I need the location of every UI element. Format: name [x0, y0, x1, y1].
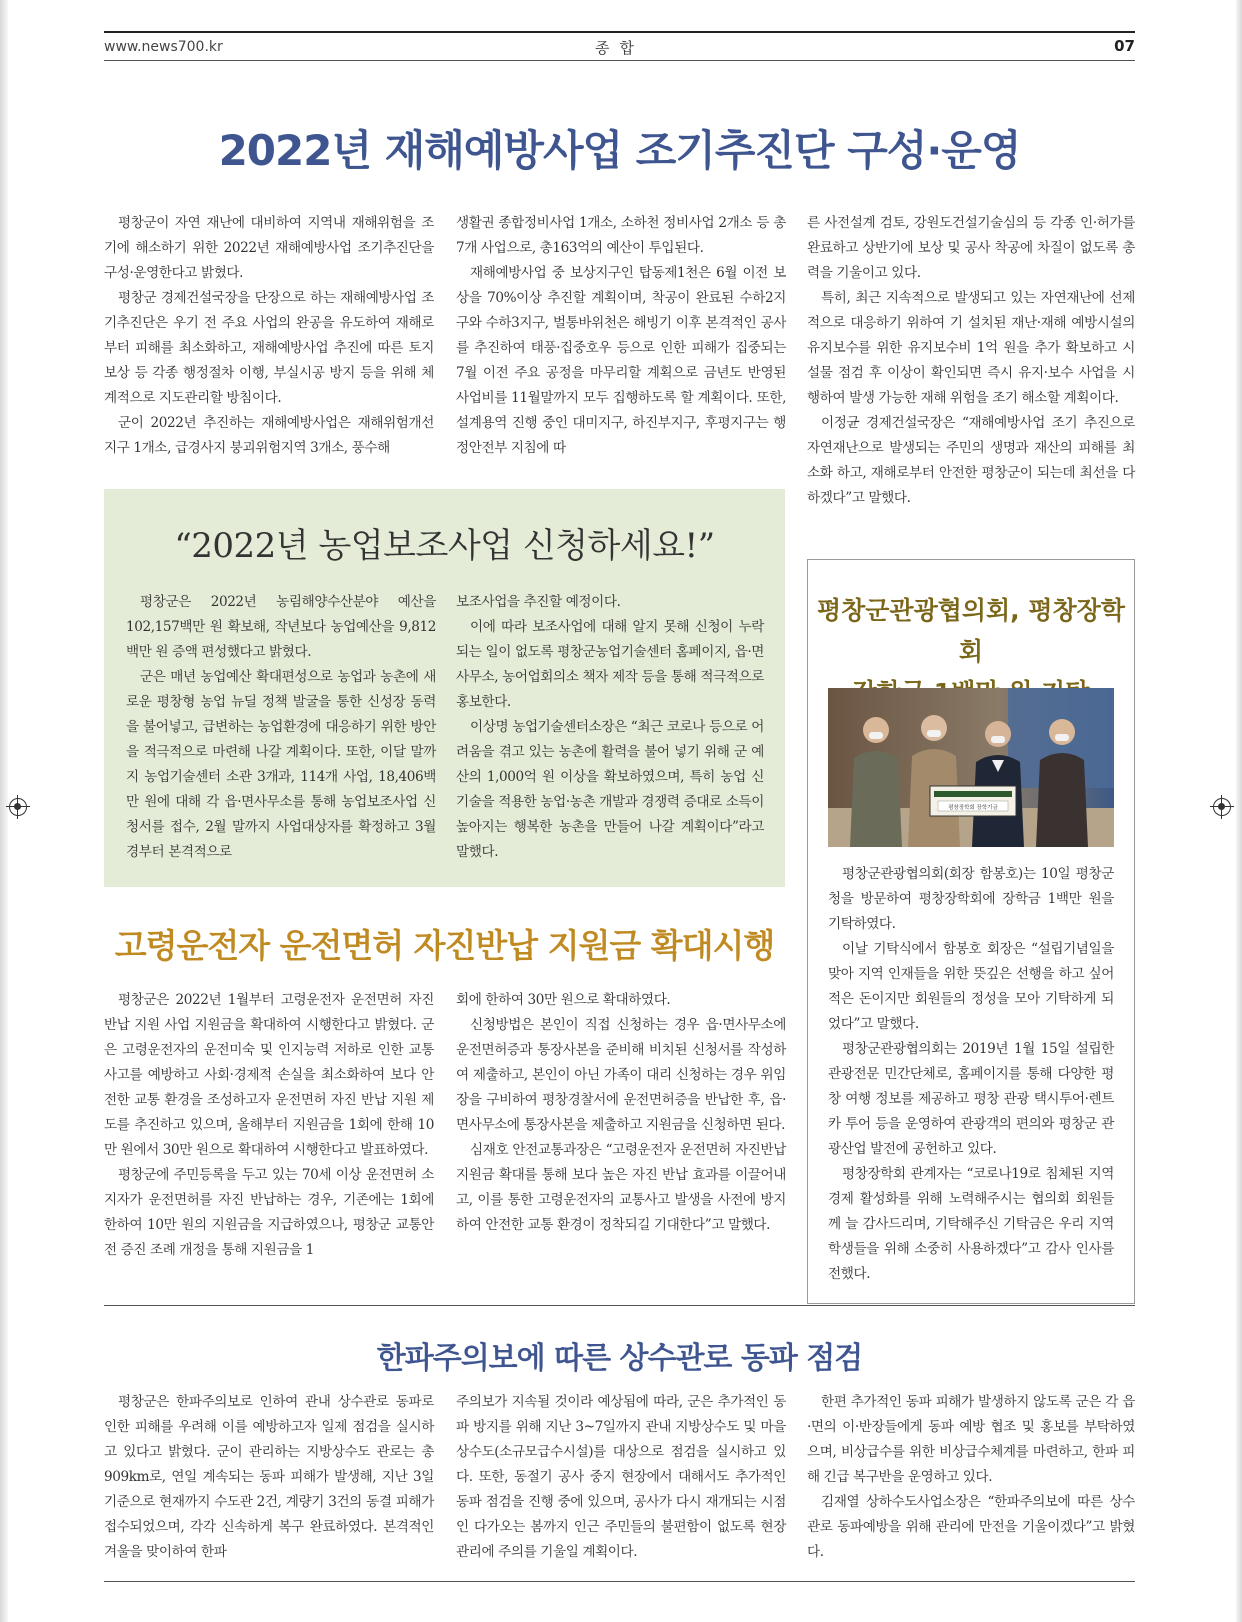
- header-page-number: 07: [1114, 37, 1135, 55]
- paragraph: 평창군관광협의회는 2019년 1월 15일 설립한 관광전문 민간단체로, 홈페이지를 통해 다양한 평창 여행 정보를 제공하고 평창 관광 택시투어·렌트카 투어 등을 운영하여 관광객의 편의와 평창군 관광산업 발전에 공헌하고 있다.: [828, 1041, 1114, 1157]
- article5-title: 한파주의보에 따른 상수관로 동파 점검: [376, 1341, 863, 1376]
- article1-column-3: [807, 211, 1135, 511]
- paragraph: 평창장학회 관계자는 “코로나19로 침체된 지역경제 활성화를 위해 노력해주시는 협의회 회원들께 늘 감사드리며, 기탁해주신 기탁금은 우리 지역 학생들을 위해 소중히 사용하겠다”고 감사 인사를 전했다.: [828, 1166, 1114, 1282]
- paragraph: 신청방법은 본인이 직접 신청하는 경우 읍·면사무소에 운전면허증과 통장사본을 준비해 비치된 신청서를 작성하여 제출하고, 본인이 아닌 가족이 대리 신청하는 경우 위임장을 구비하여 평창경찰서에 운전면허증을 반납한 후, 읍·면사무소에 통장사본을 제출하고 지원금을 신청하면 된다.: [456, 1017, 786, 1133]
- paragraph: 평창군에 주민등록을 두고 있는 70세 이상 운전면허 소지자가 운전면허를 자진 반납하는 경우, 기존에는 1회에 한하여 10만 원의 지원금을 지급하였으나, 평창군 교통안전 증진 조례 개정을 통해 지원금을 1: [104, 1167, 434, 1258]
- header-bottom-rule: [104, 60, 1135, 61]
- registration-mark-icon: [1213, 798, 1231, 816]
- registration-mark-icon: [9, 798, 27, 816]
- page-edge-left: [0, 0, 8, 1622]
- paragraph: 군은 매년 농업예산 확대편성으로 농업과 농촌에 새로운 평창형 농업 뉴딜 정책 발굴을 통한 신성장 동력을 불어넣고, 급변하는 농업환경에 대응하기 위한 방안을 적극적으로 마련해 나갈 계획이다. 또한, 이달 말까지 농업기술센터 소관 3개과, 114개 사업, 18,406백만 원에 대해 각 읍·면사무소를 통해 농업보조사업 신청서를 접수, 2월 말까지 사업대상자를 확정하고 3월경부터 본격적으로: [126, 669, 436, 860]
- paragraph: 생활권 종합정비사업 1개소, 소하천 정비사업 2개소 등 총 7개 사업으로, 총163억의 예산이 투입된다.: [456, 215, 786, 256]
- paragraph: 김재열 상하수도사업소장은 “한파주의보에 따른 상수관로 동파예방을 위해 관리에 만전을 기울이겠다”고 밝혔다.: [807, 1494, 1135, 1560]
- paragraph: 회에 한하여 30만 원으로 확대하였다.: [456, 992, 671, 1008]
- paragraph: 한편 추가적인 동파 피해가 발생하지 않도록 군은 각 읍·면의 이·반장들에게 동파 예방 협조 및 홍보를 부탁하였으며, 비상급수를 위한 비상급수체계를 마련하고, 한파 피해 긴급 복구반을 운영하고 있다.: [807, 1394, 1135, 1485]
- header-top-rule: [104, 31, 1135, 33]
- section-divider: [104, 1305, 1135, 1306]
- article2-title: “2022년 농업보조사업 신청하세요!”: [174, 526, 715, 566]
- paragraph: 주의보가 지속될 것이라 예상됨에 따라, 군은 추가적인 동파 방지를 위해 지난 3~7일까지 관내 지방상수도 및 마을상수도(소규모급수시설)를 대상으로 점검을 실시하고 있다. 또한, 동절기 공사 중지 현장에서 대해서도 추가적인 동파 점검을 진행 중에 있으며, 공사가 다시 재개되는 시점인 다가오는 봄까지 인근 주민들의 불편함이 없도록 현장관리에 주의를 기울일 계획이다.: [456, 1394, 786, 1560]
- article5-column-1: [104, 1390, 434, 1565]
- page-header: [104, 36, 1135, 58]
- paragraph: 평창군 경제건설국장을 단장으로 하는 재해예방사업 조기추진단은 우기 전 주요 사업의 완공을 유도하여 재해로부터 피해를 최소화하고, 재해예방사업 추진에 따른 토지보상 등 각종 행정절차 이행, 부실시공 방지 등을 위해 체계적으로 지도관리할 방침이다.: [104, 290, 434, 406]
- paragraph: 이정균 경제건설국장은 “재해예방사업 조기 추진으로 자연재난으로 발생되는 주민의 생명과 재산의 피해를 최소화 하고, 재해로부터 안전한 평창군이 되는데 최선을 다하겠다”고 말했다.: [807, 415, 1135, 506]
- footer-rule: [104, 1581, 1135, 1582]
- article1-column-1: [104, 211, 434, 461]
- donation-photo-illustration: [828, 688, 1114, 847]
- paragraph: 이에 따라 보조사업에 대해 알지 못해 신청이 누락되는 일이 없도록 평창군농업기술센터 홈페이지, 읍·면사무소, 농어업회의소 책자 제작 등을 통해 적극적으로 홍보한다.: [456, 619, 764, 710]
- paragraph: 군이 2022년 추진하는 재해예방사업은 재해위험개선지구 1개소, 급경사지 붕괴위험지역 3개소, 풍수해: [104, 415, 434, 456]
- paragraph: 이날 기탁식에서 함봉호 회장은 “설립기념일을 맞아 지역 인재들을 위한 뜻깊은 선행을 하고 싶어 적은 돈이지만 회원들의 정성을 모아 기탁하게 되었다”고 말했다.: [828, 941, 1114, 1032]
- paragraph: 평창군은 한파주의보로 인하여 관내 상수관로 동파로 인한 피해를 우려해 이를 예방하고자 일제 점검을 실시하고 있다고 밝혔다. 군이 관리하는 지방상수도 관로는 총 909km로, 연일 계속되는 동파 피해가 발생해, 지난 3일 기준으로 현재까지 수도관 2건, 계량기 3건의 동결 피해가 접수되었으며, 각각 신속하게 복구 완료하였다. 본격적인 겨울을 맞이하여 한파: [104, 1394, 434, 1560]
- donation-photo: [828, 688, 1114, 847]
- page-edge-right: [1236, 0, 1242, 1622]
- article2-column-2: [456, 590, 764, 865]
- paragraph: 이상명 농업기술센터소장은 “최근 코로나 등으로 어려움을 겪고 있는 농촌에 활력을 불어 넣기 위해 군 예산의 1,000억 원 이상을 확보하였으며, 특히 농업 신기술을 적용한 농업·농촌 개발과 경쟁력 증대로 소득이 높아지는 행복한 농촌을 만들어 나갈 계획이다”라고 말했다.: [456, 719, 764, 860]
- paragraph: 평창군이 자연 재난에 대비하여 지역내 재해위험을 조기에 해소하기 위한 2022년 재해예방사업 조기추진단을 구성·운영한다고 밝혔다.: [104, 215, 434, 281]
- article4-column-1: [104, 988, 434, 1263]
- photo-sign-text: 평창장학회 장학기금: [948, 805, 998, 811]
- article3-body: [828, 862, 1114, 1287]
- article5-column-2: [456, 1390, 786, 1565]
- article3-title-line-1: 평창군관광협의회, 평창장학회: [816, 596, 1125, 666]
- paragraph: 재해예방사업 중 보상지구인 탑동제1천은 6월 이전 보상을 70%이상 추진할 계획이며, 착공이 완료된 수하2지구와 수하3지구, 벌통바위천은 해빙기 이후 본격적인 공사를 추진하여 태풍·집중호우 등으로 인한 피해가 집중되는 7월 이전 주요 공정을 마무리할 계획으로 금년도 반영된 사업비를 11월말까지 모두 집행하도록 할 계획이다. 또한, 설계용역 진행 중인 대미지구, 하진부지구, 후평지구는 행정안전부 지침에 따: [456, 265, 786, 456]
- article4-column-2: [456, 988, 786, 1238]
- article1-column-2: [456, 211, 786, 461]
- paragraph: 보조사업을 추진할 예정이다.: [456, 594, 621, 610]
- header-section: 종합: [595, 39, 644, 57]
- paragraph: 른 사전설계 검토, 강원도건설기술심의 등 각종 인·허가를 완료하고 상반기에 보상 및 공사 착공에 차질이 없도록 총력을 기울이고 있다.: [807, 215, 1135, 281]
- article5-column-3: [807, 1390, 1135, 1565]
- paragraph: 평창군은 2022년 1월부터 고령운전자 운전면허 자진 반납 지원 사업 지원금을 확대하여 시행한다고 밝혔다. 군은 고령운전자의 운전미숙 및 인지능력 저하로 인한 교통사고를 예방하고 사회·경제적 손실을 최소화하여 보다 안전한 교통 환경을 조성하고자 운전면허 자진 반납 지원 제도를 추진하고 있으며, 올해부터 지원금을 1회에 한해 10만 원에서 30만 원으로 확대하여 시행한다고 발표하였다.: [104, 992, 434, 1158]
- paragraph: 심재호 안전교통과장은 “고령운전자 운전면허 자진반납 지원금 확대를 통해 보다 높은 자진 반납 효과를 이끌어내고, 이를 통한 고령운전자의 교통사고 발생을 사전에 방지하여 안전한 교통 환경이 정착되길 기대한다”고 말했다.: [456, 1142, 786, 1233]
- paragraph: 평창군관광협의회(회장 함봉호)는 10일 평창군청을 방문하여 평창장학회에 장학금 1백만 원을 기탁하였다.: [828, 866, 1114, 932]
- article2-column-1: [126, 590, 436, 865]
- paragraph: 특히, 최근 지속적으로 발생되고 있는 자연재난에 선제적으로 대응하기 위하여 기 설치된 재난·재해 예방시설의 유지보수를 위한 유지보수비 1억 원을 추가 확보하고 시설물 점검 후 이상이 확인되면 즉시 유지·보수 사업을 시행하여 발생 가능한 재해 위험을 조기 해소할 계획이다.: [807, 290, 1135, 406]
- article4-title: 고령운전자 운전면허 자진반납 지원금 확대시행: [114, 926, 775, 965]
- header-url: www.news700.kr: [104, 39, 223, 55]
- paragraph: 평창군은 2022년 농림해양수산분야 예산을 102,157백만 원 확보해, 작년보다 농업예산을 9,812백만 원 증액 편성했다고 밝혔다.: [126, 594, 436, 660]
- article1-title: 2022년 재해예방사업 조기추진단 구성·운영: [218, 126, 1021, 175]
